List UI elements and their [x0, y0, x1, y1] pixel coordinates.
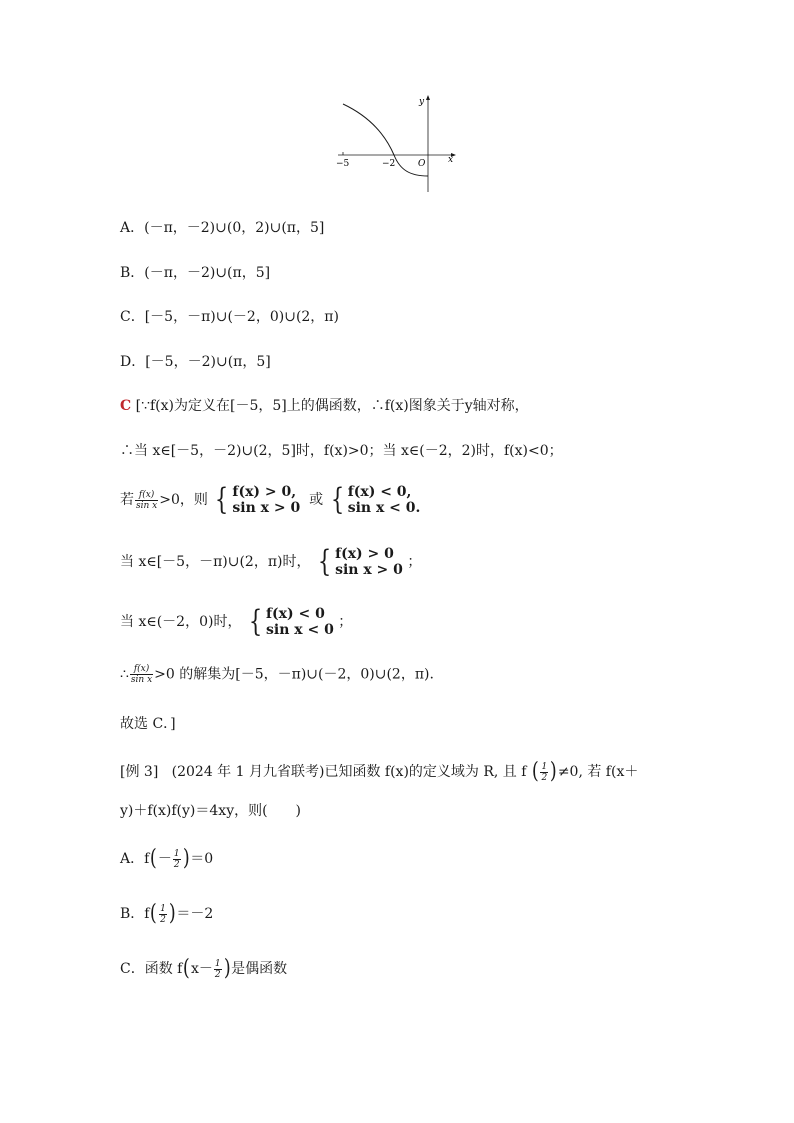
semicolon: ；	[338, 614, 353, 630]
case-1-prefix: 当 x∈[－5，－π)∪(2，π)时，	[120, 554, 311, 570]
example3-line-1: [例 3] (2024 年 1 月九省联考)已知函数 f(x)的定义域为 R, 且 f ( $\frac{1}{2}$ )≠0, 若 f(x＋	[120, 759, 639, 784]
example-text-1: 已知函数 f(x)的定义域为 R, 且 f	[324, 764, 527, 780]
option-c: C．[－5，－π)∪(－2，0)∪(2，π)	[120, 309, 339, 325]
example3-option-a: A．f(－ $\frac{1}{2}$ )＝0	[120, 846, 214, 871]
tick-label-minus-2: −2	[382, 159, 396, 169]
or-label: 或	[309, 492, 324, 508]
solution-line-2: ∴当 x∈[－5，－2)∪(2，5]时，f(x)>0；当 x∈(－2，2)时，f(x)<0；	[120, 443, 563, 459]
example3-option-c: C．函数 f(x－ $\frac{1}{2}$ )是偶函数	[120, 956, 288, 981]
system-1: { f(x) > 0, sin x > 0	[215, 482, 301, 517]
system-2: { f(x) < 0, sin x < 0.	[330, 482, 421, 517]
solution-line-5	[120, 606, 352, 638]
case-2-prefix: 当 x∈(－2，0)时，	[120, 614, 242, 630]
x-label: x	[448, 155, 454, 165]
example3-line-2: y)＋f(x)f(y)＝4xy，则( )	[120, 803, 302, 819]
option-d: D．[－5，－2)∪(π，5]	[120, 354, 271, 370]
function-graph	[330, 92, 460, 196]
gt-zero-then: >0，则	[159, 492, 208, 508]
answer-letter: C	[120, 398, 132, 414]
origin-label: O	[418, 159, 426, 169]
half-fraction: $\frac{1}{2}$	[541, 761, 548, 783]
if-prefix: 若	[120, 492, 134, 508]
fraction-fx-over-sinx: $\frac{f(x)}{\text{sin x}}$	[136, 489, 158, 511]
solution-text-1: [∵f(x)为定义在[－5，5]上的偶函数，∴f(x)图象关于y轴对称，	[131, 398, 529, 414]
option-a: A．(－π，－2)∪(0，2)∪(π，5]	[120, 220, 325, 236]
solution-set-text: >0 的解集为[－5，－π)∪(－2，0)∪(2，π).	[154, 666, 434, 683]
system-4: { f(x) < 0 sin x < 0	[248, 604, 334, 639]
system-3: { f(x) > 0 sin x > 0	[317, 544, 403, 579]
solution-line-4	[120, 546, 421, 578]
example3-option-b: B．f( $\frac{1}{2}$ )＝－2	[120, 901, 214, 926]
solution-line-7: 故选 C．]	[120, 716, 176, 732]
fraction-fx-over-sinx-2: $\frac{f(x)}{\text{sin x}}$	[130, 664, 153, 685]
example-text-1-end: ≠0, 若 f(x＋	[557, 764, 639, 780]
solution-line-1	[120, 396, 529, 416]
example-source: (2024 年 1 月九省联考)	[171, 764, 325, 780]
example-tag: [例 3]	[120, 764, 159, 780]
solution-line-6	[120, 664, 434, 685]
therefore-symbol: ∴	[120, 666, 129, 683]
y-label: y	[419, 97, 425, 107]
semicolon: ；	[407, 554, 422, 570]
y-axis-arrow	[426, 95, 430, 100]
solution-line-3	[120, 484, 420, 516]
option-b: B．(－π，－2)∪(π，5]	[120, 265, 271, 281]
tick-label-minus-5: −5	[336, 159, 350, 169]
